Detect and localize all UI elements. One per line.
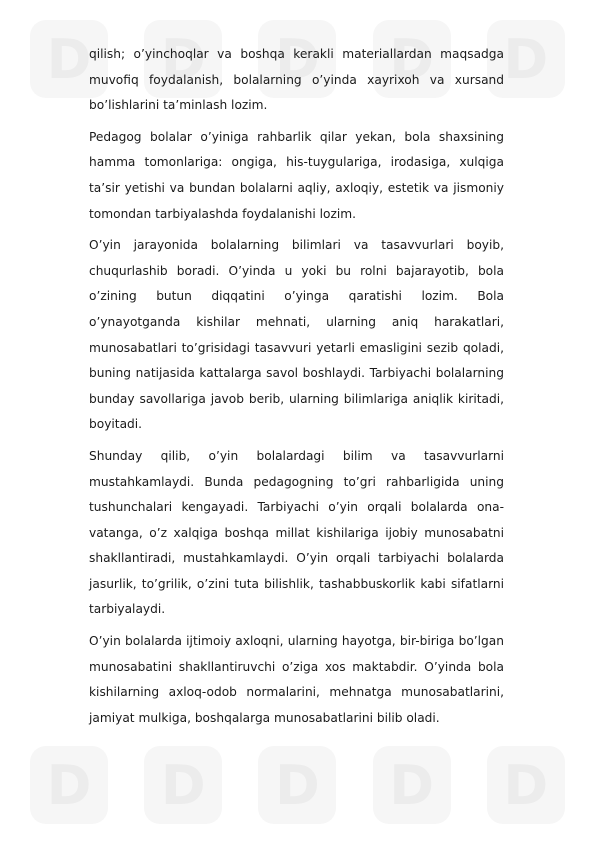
watermark-logo: D (373, 20, 451, 98)
watermark-logo: D (487, 20, 565, 98)
paragraph: qilish; o’yinchoqlar va boshqa kerakli materiallardan maqsadga muvofiq foydalanish, bolalarning o’yinda xayrixoh va xursand bo’lishlarini ta’minlash lozim. (89, 47, 504, 113)
watermark-logo: D (487, 746, 565, 824)
watermark-row (0, 740, 595, 830)
paragraph: Shunday qilib, o’yin bolalardagi bilim va tasavvurlarni mustahkamlaydi. Bunda pedagogning to’gri rahbarligida uning tushunchalari kengayadi. Tarbiyachi o’yin orqali bolalarda ona-vatanga, o’z xalqiga boshqa millat kishilariga ijobiy munosabatni shakllantiradi, mustahkamlaydi. O’yin orqali tarbiyachi bolalarda jasurlik, to’grilik, o’zini tuta bilishlik, tashabbuskorlik kabi sifatlarni tarbiyalaydi. (89, 448, 504, 617)
watermark-logo: D (373, 746, 451, 824)
watermark-logo: D (144, 20, 222, 98)
watermark-logo: D (258, 20, 336, 98)
watermark-logo: D (258, 746, 336, 824)
paragraph: O’yin jarayonida bolalarning bilimlari va tasavvurlari boyib, chuqurlashib boradi. O’yinda u yoki bu rolni bajarayotib, bola o’zining butun diqqatini o’yinga qaratishi lozim. Bola o’ynayotganda kishilar mehnati, ularning aniq harakatlari, munosabatlari to’grisidagi tasavvuri yetarli emasligini sezib qoladi, buning natijasida kattalarga savol boshlaydi. Tarbiyachi bolalarning bunday savollariga javob berib, ularning bilimlariga aniqlik kiritadi, boyitadi. (89, 238, 504, 432)
watermark-logo: D (30, 20, 108, 98)
paragraph: O’yin bolalarda ijtimoiy axloqni, ularning hayotga, bir-biriga bo’lgan munosabatini shakllantiruvchi o’ziga xos maktabdir. O’yinda bola kishilarning axloq-odob normalarini, mehnatga munosabatlarini, jamiyat mulkiga, boshqalarga munosabatlarini bilib oladi. (89, 634, 504, 725)
watermark-logo: D (144, 746, 222, 824)
document-page (89, 42, 504, 737)
watermark-logo: D (30, 746, 108, 824)
paragraph: Pedagog bolalar o’yiniga rahbarlik qilar yekan, bola shaxsining hamma tomonlariga: ongiga, his-tuygulariga, irodasiga, xulqiga ta’sir yetishi va bundan bolalarni aqliy, axloqiy, estetik va jismoniy tomondan tarbiyalashda foydalanishi lozim. (89, 129, 504, 221)
